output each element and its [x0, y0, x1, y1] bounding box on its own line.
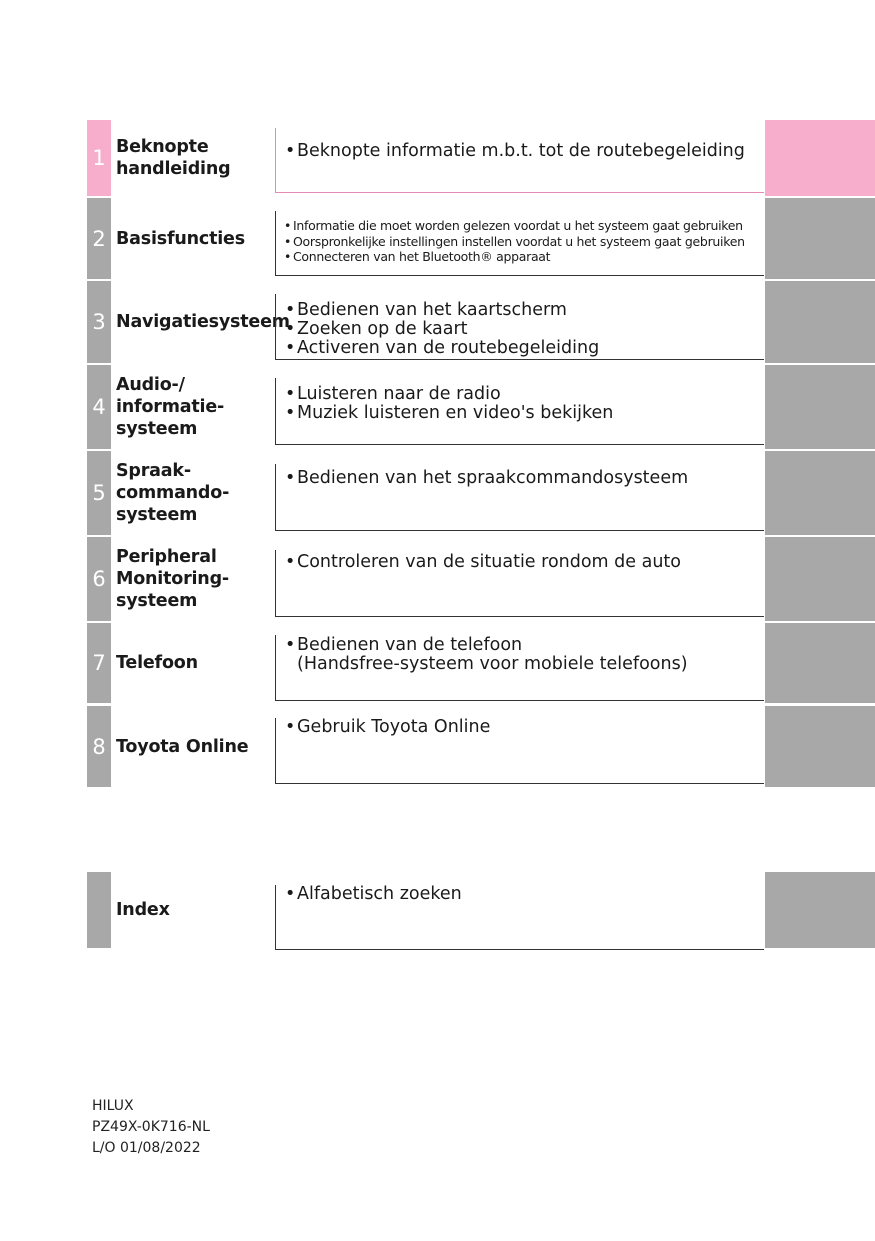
list-item[interactable]: • Alfabetisch zoeken: [276, 885, 764, 904]
section-6[interactable]: [0, 537, 875, 621]
section-title[interactable]: Peripheral Monitoring- systeem: [116, 547, 229, 611]
section-contents: [275, 378, 764, 445]
list-item[interactable]: • Connecteren van het Bluetooth® apparaat: [276, 249, 764, 265]
section-contents: [275, 550, 764, 617]
list-item[interactable]: • Bedienen van de telefoon (Handsfree-systeem voor mobiele telefoons): [276, 636, 764, 674]
section-number: 2: [87, 198, 111, 279]
list-item[interactable]: • Muziek luisteren en video's bekijken: [276, 404, 764, 423]
list-item[interactable]: • Beknopte informatie m.b.t. tot de routebegeleiding: [276, 142, 764, 161]
section-index[interactable]: [0, 872, 875, 948]
section-tab[interactable]: [765, 451, 875, 535]
section-tab[interactable]: [765, 623, 875, 703]
section-tab[interactable]: [765, 537, 875, 621]
section-number: 7: [87, 623, 111, 703]
section-tab[interactable]: [765, 706, 875, 787]
section-number: 5: [87, 451, 111, 535]
section-contents: [275, 294, 764, 360]
section-tab[interactable]: [765, 120, 875, 196]
footer-model: HILUX: [92, 1098, 134, 1114]
section-contents: [275, 211, 764, 276]
section-title[interactable]: Telefoon: [116, 653, 198, 673]
document-footer: [92, 1096, 210, 1159]
list-item[interactable]: • Controleren van de situatie rondom de auto: [276, 553, 764, 572]
section-title[interactable]: Beknopte handleiding: [116, 137, 231, 179]
section-tab[interactable]: [765, 198, 875, 279]
list-item[interactable]: • Luisteren naar de radio: [276, 385, 764, 404]
list-item[interactable]: • Bedienen van het kaartscherm: [276, 301, 764, 320]
section-tab[interactable]: [765, 365, 875, 449]
list-item[interactable]: • Activeren van de routebegeleiding: [276, 339, 764, 358]
section-tab[interactable]: [765, 872, 875, 948]
section-title[interactable]: Toyota Online: [116, 736, 249, 757]
section-title[interactable]: Spraak- commando- systeem: [116, 461, 230, 525]
list-item[interactable]: • Oorspronkelijke instellingen instellen voordat u het systeem gaat gebruiken: [276, 234, 764, 250]
section-contents: [275, 718, 764, 784]
list-item[interactable]: • Gebruik Toyota Online: [276, 718, 764, 737]
section-number: 4: [87, 365, 111, 449]
footer-code: PZ49X-0K716-NL: [92, 1119, 210, 1135]
section-2[interactable]: [0, 198, 875, 279]
section-number-blank: [87, 872, 111, 948]
section-4[interactable]: [0, 365, 875, 449]
section-number: 6: [87, 537, 111, 621]
section-title[interactable]: Basisfuncties: [116, 228, 245, 249]
section-5[interactable]: [0, 451, 875, 535]
section-contents: [275, 128, 764, 193]
section-title[interactable]: Navigatiesysteem: [116, 312, 290, 332]
section-7[interactable]: [0, 623, 875, 703]
section-number: 1: [87, 120, 111, 196]
section-3[interactable]: [0, 281, 875, 363]
section-title[interactable]: Audio-/ informatie- systeem: [116, 375, 225, 439]
section-number: 3: [87, 281, 111, 363]
section-contents: [275, 885, 764, 950]
footer-date: L/O 01/08/2022: [92, 1140, 201, 1156]
list-item[interactable]: • Bedienen van het spraakcommandosysteem: [276, 469, 764, 488]
section-contents: [275, 464, 764, 531]
list-item[interactable]: • Zoeken op de kaart: [276, 320, 764, 339]
section-number: 8: [87, 706, 111, 787]
section-8[interactable]: [0, 706, 875, 787]
section-contents: [275, 635, 764, 701]
section-tab[interactable]: [765, 281, 875, 363]
section-title[interactable]: Index: [116, 900, 170, 920]
section-1[interactable]: [0, 120, 875, 196]
list-item[interactable]: • Informatie die moet worden gelezen voordat u het systeem gaat gebruiken: [276, 218, 764, 234]
